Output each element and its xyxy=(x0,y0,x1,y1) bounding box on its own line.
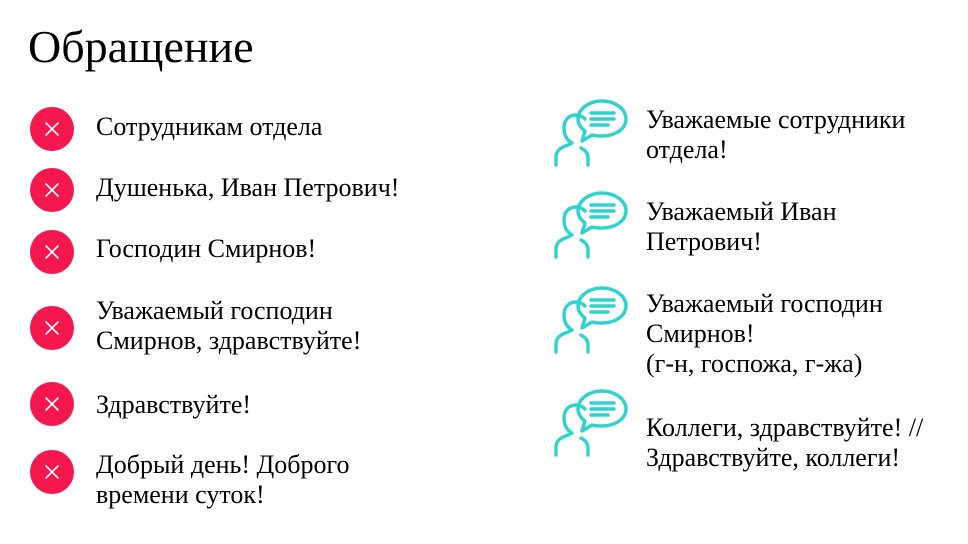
item-line: Здравствуйте! xyxy=(96,390,252,419)
dialogue-bubble-icon xyxy=(554,285,630,355)
dialogue-bubble-icon xyxy=(554,388,630,458)
cross-circle-icon xyxy=(30,450,74,494)
item-line: Смирнов! xyxy=(646,319,755,348)
correct-item xyxy=(646,197,837,257)
item-line: Господин Смирнов! xyxy=(96,234,317,263)
dialogue-bubble-icon xyxy=(554,190,630,260)
item-line: Уважаемый господин xyxy=(646,289,883,318)
correct-item xyxy=(646,289,883,379)
item-line: Сотрудникам отдела xyxy=(96,112,323,141)
item-line: Добрый день! Доброго xyxy=(96,450,350,479)
cross-circle-icon xyxy=(30,107,74,151)
item-line: (г-н, госпожа, г-жа) xyxy=(646,349,863,378)
cross-circle-icon xyxy=(30,306,74,350)
dialogue-bubble-icon xyxy=(554,98,630,168)
correct-item xyxy=(646,413,923,473)
incorrect-item xyxy=(96,450,350,510)
incorrect-item xyxy=(96,173,399,203)
item-line: Смирнов, здравствуйте! xyxy=(96,326,362,355)
item-line: Коллеги, здравствуйте! // xyxy=(646,413,924,442)
incorrect-item xyxy=(96,112,322,142)
item-line: Петрович! xyxy=(646,227,762,256)
item-line: отдела! xyxy=(646,135,728,164)
item-line: Уважаемые сотрудники xyxy=(646,105,906,134)
item-line: времени суток! xyxy=(96,480,265,509)
slide-title: Обращение xyxy=(28,21,254,72)
cross-circle-icon xyxy=(30,382,74,426)
incorrect-item xyxy=(96,390,251,420)
incorrect-item xyxy=(96,296,361,356)
item-line: Уважаемый Иван xyxy=(646,197,837,226)
item-line: Душенька, Иван Петрович! xyxy=(96,173,400,202)
item-line: Уважаемый господин xyxy=(96,296,333,325)
cross-circle-icon xyxy=(30,230,74,274)
cross-circle-icon xyxy=(30,168,74,212)
correct-item xyxy=(646,105,905,165)
incorrect-item xyxy=(96,234,316,264)
item-line: Здравствуйте, коллеги! xyxy=(646,443,901,472)
